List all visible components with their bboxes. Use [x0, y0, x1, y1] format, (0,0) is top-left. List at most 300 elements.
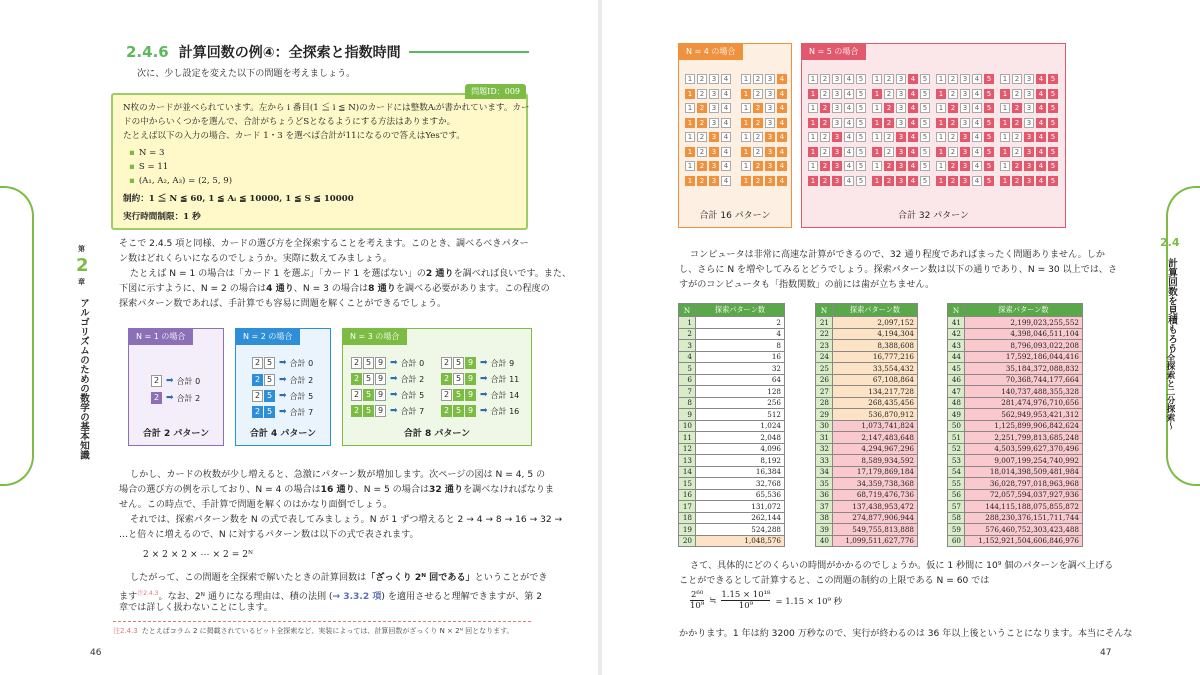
card: 1	[936, 132, 946, 142]
card: 1	[936, 103, 946, 113]
cell-patterns: 34,359,738,368	[833, 478, 918, 490]
table-row	[679, 340, 785, 352]
card: 4	[721, 89, 731, 99]
card: 3	[960, 161, 970, 171]
table-row	[679, 489, 785, 501]
card: 1	[808, 89, 818, 99]
card: 3	[960, 118, 970, 128]
cell-n: 24	[816, 351, 833, 363]
table-row	[816, 455, 918, 467]
card: 3	[896, 74, 906, 84]
card: 2	[884, 161, 894, 171]
card: 1	[872, 176, 882, 186]
card: 3	[896, 176, 906, 186]
card: 4	[908, 161, 918, 171]
card: 4	[721, 147, 731, 157]
card: 1	[872, 118, 882, 128]
table-row	[948, 420, 1083, 432]
cell-patterns: 536,870,912	[833, 409, 918, 421]
cell-patterns: 144,115,188,075,855,872	[965, 501, 1083, 513]
card: 2	[948, 118, 958, 128]
pattern-row	[741, 132, 787, 142]
card: 1	[1000, 176, 1010, 186]
table-row	[816, 317, 918, 329]
card: 5	[984, 89, 994, 99]
card: 4	[777, 74, 787, 84]
section-tab-number: 2.4	[1160, 236, 1180, 249]
card: 2	[753, 176, 763, 186]
card: 4	[972, 74, 982, 84]
pattern-row	[808, 89, 866, 99]
paragraph-line: そこで 2.4.5 項と同様、カードの選び方を全探索することを考えます。このとき、調べるべきパター	[119, 239, 529, 249]
intro-text: 次に、少し設定を変えた以下の問題を考えましょう。	[137, 69, 356, 79]
cell-patterns: 2,097,152	[833, 317, 918, 329]
eq-num: 1.15 × 10¹⁸	[721, 590, 771, 600]
card: 4	[1036, 89, 1046, 99]
pattern-row	[872, 161, 930, 171]
card: 3	[832, 176, 842, 186]
pattern-row	[441, 373, 519, 385]
card: 5	[264, 357, 275, 369]
card: 5	[856, 89, 866, 99]
card: 5	[363, 405, 374, 417]
table-row	[948, 317, 1083, 329]
paragraph-line: したがって、この問題を全探索で解いたときの計算回数は「ざっくり 2ᴺ 回である」ということができ	[130, 573, 548, 583]
card: 3	[1024, 118, 1034, 128]
pattern-row	[872, 89, 930, 99]
pattern-row	[685, 74, 731, 84]
pattern-row	[936, 118, 994, 128]
card: 3	[765, 147, 775, 157]
card: 5	[984, 74, 994, 84]
card: 5	[856, 118, 866, 128]
pattern-sum: 合計 7	[400, 406, 425, 416]
cell-n: 58	[948, 512, 965, 524]
card: 5	[453, 357, 464, 369]
pattern-row	[936, 74, 994, 84]
card: 3	[960, 132, 970, 142]
card: 5	[1048, 132, 1058, 142]
card: 1	[741, 74, 751, 84]
cell-n: 34	[816, 466, 833, 478]
card: 3	[832, 161, 842, 171]
card: 5	[1048, 103, 1058, 113]
cell-patterns: 549,755,813,888	[833, 524, 918, 536]
pattern-row	[1000, 132, 1058, 142]
card: 4	[721, 161, 731, 171]
pattern-row	[685, 103, 731, 113]
footnote-ref[interactable]: 注2.4.3	[137, 590, 159, 597]
table-row	[816, 535, 918, 547]
card: 3	[960, 176, 970, 186]
card: 1	[685, 103, 695, 113]
card: 2	[820, 103, 830, 113]
table-row	[948, 455, 1083, 467]
card: 3	[709, 118, 719, 128]
paragraph-line: ン数はどれくらいになるのでしょうか。実際に数えてみましょう。	[119, 254, 392, 264]
table-row	[679, 328, 785, 340]
card: 1	[1000, 147, 1010, 157]
card: 4	[1036, 176, 1046, 186]
cell-n: 57	[948, 501, 965, 513]
cell-n: 16	[679, 489, 696, 501]
card: 1	[936, 161, 946, 171]
card: 2	[151, 392, 162, 404]
card: 5	[984, 176, 994, 186]
table-row	[679, 512, 785, 524]
pattern-row	[1000, 89, 1058, 99]
cell-patterns: 17,592,186,044,416	[965, 351, 1083, 363]
card: 2	[351, 357, 362, 369]
table-row	[679, 317, 785, 329]
cell-n: 26	[816, 374, 833, 386]
pattern-row	[872, 147, 930, 157]
table-row	[948, 374, 1083, 386]
card: 3	[960, 89, 970, 99]
cell-patterns: 35,184,372,088,832	[965, 363, 1083, 375]
card: 1	[808, 118, 818, 128]
card: 4	[972, 176, 982, 186]
table-row	[816, 351, 918, 363]
card: 5	[363, 373, 374, 385]
cell-patterns: 1,125,899,906,842,624	[965, 420, 1083, 432]
card: 1	[1000, 118, 1010, 128]
arrow-icon: ➡	[390, 406, 398, 416]
page-number: 47	[1100, 648, 1112, 658]
cell-patterns: 32	[696, 363, 785, 375]
cell-n: 33	[816, 455, 833, 467]
card: 2	[1012, 103, 1022, 113]
table-row	[816, 501, 918, 513]
card: 3	[896, 103, 906, 113]
pattern-row	[872, 74, 930, 84]
card: 4	[972, 118, 982, 128]
card: 5	[453, 389, 464, 401]
card: 3	[896, 89, 906, 99]
pattern-sum: 合計 0	[289, 358, 314, 368]
paragraph-line: さて、具体的にどのくらいの時間がかかるのでしょうか。仮に 1 秒間に 10⁹ 個のパターンを調べ上げる	[690, 561, 1114, 571]
card: 4	[972, 103, 982, 113]
table-row	[816, 524, 918, 536]
card: 2	[948, 103, 958, 113]
card: 1	[808, 74, 818, 84]
card: 2	[820, 118, 830, 128]
cell-n: 60	[948, 535, 965, 547]
pattern-sum: 合計 2	[289, 375, 314, 385]
cell-n: 36	[816, 489, 833, 501]
cell-n: 35	[816, 478, 833, 490]
card: 2	[948, 132, 958, 142]
pattern-sum: 合計 5	[289, 391, 314, 401]
card: 2	[1012, 132, 1022, 142]
card: 4	[972, 147, 982, 157]
card: 2	[753, 118, 763, 128]
cell-patterns: 288,230,376,151,711,744	[965, 512, 1083, 524]
cell-patterns: 8,796,093,022,208	[965, 340, 1083, 352]
cell-n: 38	[816, 512, 833, 524]
card: 5	[856, 161, 866, 171]
pattern-row	[808, 147, 866, 157]
card: 1	[936, 89, 946, 99]
cell-n: 17	[679, 501, 696, 513]
card: 2	[441, 389, 452, 401]
card: 4	[721, 118, 731, 128]
arrow-icon: ➡	[480, 390, 488, 400]
card: 3	[1024, 176, 1034, 186]
card: 5	[856, 132, 866, 142]
cell-patterns: 67,108,864	[833, 374, 918, 386]
card: 2	[884, 147, 894, 157]
bullet-text: N = 3	[138, 148, 165, 158]
card: 4	[908, 89, 918, 99]
card: 5	[264, 406, 275, 418]
paragraph-line: ことができるとして計算すると、この問題の制約の上限である N = 60 では	[679, 576, 990, 586]
formula: 2 × 2 × 2 × ⋯ × 2 = 2ᴺ	[143, 550, 254, 560]
cell-n: 46	[948, 374, 965, 386]
card: 3	[709, 161, 719, 171]
pattern-row	[872, 132, 930, 142]
figure-label: N = 2 の場合	[235, 328, 300, 345]
card: 1	[741, 103, 751, 113]
card: 4	[777, 118, 787, 128]
card: 2	[1012, 89, 1022, 99]
pattern-row	[1000, 118, 1058, 128]
cell-patterns: 274,877,906,944	[833, 512, 918, 524]
card: 1	[872, 161, 882, 171]
right-page	[602, 0, 1200, 675]
card: 2	[252, 390, 263, 402]
col-header-n: N	[679, 304, 696, 317]
page-number: 46	[90, 648, 102, 658]
cell-patterns: 64	[696, 374, 785, 386]
cell-n: 31	[816, 432, 833, 444]
cell-patterns: 1,048,576	[696, 535, 785, 547]
col-header-patterns: 探索パターン数	[833, 304, 918, 317]
table-row	[948, 524, 1083, 536]
cell-patterns: 1,099,511,627,776	[833, 535, 918, 547]
cell-n: 40	[816, 535, 833, 547]
card: 9	[375, 373, 386, 385]
table-row	[679, 466, 785, 478]
card: 3	[1024, 103, 1034, 113]
card: 3	[765, 89, 775, 99]
card: 4	[721, 132, 731, 142]
pattern-row	[936, 147, 994, 157]
card: 9	[375, 357, 386, 369]
eq-den: 10⁹	[721, 600, 770, 611]
table-row	[816, 409, 918, 421]
figure-n4	[678, 43, 792, 228]
card: 2	[884, 74, 894, 84]
cross-reference-link[interactable]: → 3.3.2 項	[332, 592, 382, 603]
footnote-label: 注2.4.3	[113, 627, 138, 635]
pattern-row	[351, 357, 424, 369]
pattern-table-3	[947, 303, 1083, 547]
card: 2	[948, 161, 958, 171]
card: 5	[1048, 118, 1058, 128]
cell-n: 29	[816, 409, 833, 421]
table-row	[816, 374, 918, 386]
card: 1	[872, 89, 882, 99]
cell-n: 54	[948, 466, 965, 478]
cell-patterns: 4,294,967,296	[833, 443, 918, 455]
cell-patterns: 281,474,976,710,656	[965, 397, 1083, 409]
card: 1	[741, 176, 751, 186]
card: 1	[936, 118, 946, 128]
card: 5	[856, 103, 866, 113]
cell-n: 11	[679, 432, 696, 444]
section-number: 2.4.6	[126, 43, 169, 61]
card: 2	[753, 74, 763, 84]
pattern-row	[685, 89, 731, 99]
cell-n: 56	[948, 489, 965, 501]
eq-fraction	[721, 590, 770, 611]
card: 3	[765, 161, 775, 171]
cell-patterns: 32,768	[696, 478, 785, 490]
card: 2	[1012, 118, 1022, 128]
card: 1	[741, 147, 751, 157]
pattern-row	[1000, 103, 1058, 113]
cell-patterns: 576,460,752,303,423,488	[965, 524, 1083, 536]
cell-patterns: 1,152,921,504,606,846,976	[965, 535, 1083, 547]
cell-patterns: 1,024	[696, 420, 785, 432]
pattern-row	[441, 405, 519, 417]
cell-n: 21	[816, 317, 833, 329]
cell-patterns: 262,144	[696, 512, 785, 524]
problem-bullet: ▪ S = 11	[129, 162, 169, 172]
card: 4	[844, 132, 854, 142]
pattern-sum: 合計 11	[490, 374, 520, 384]
cell-n: 13	[679, 455, 696, 467]
card: 1	[872, 103, 882, 113]
card: 9	[465, 357, 476, 369]
table-row	[679, 374, 785, 386]
card: 3	[709, 89, 719, 99]
paragraph-line: 下図に示すように、N = 2 の場合は4 通り、N = 3 の場合は8 通りを調べる必要があります。この程度の	[119, 284, 550, 294]
pattern-row	[936, 89, 994, 99]
card: 5	[920, 89, 930, 99]
cell-n: 2	[679, 328, 696, 340]
left-page	[0, 0, 598, 675]
card: 5	[984, 161, 994, 171]
card: 4	[844, 147, 854, 157]
card: 3	[896, 132, 906, 142]
card: 1	[808, 176, 818, 186]
card: 2	[252, 374, 263, 386]
card: 3	[709, 74, 719, 84]
cell-n: 6	[679, 374, 696, 386]
cell-n: 37	[816, 501, 833, 513]
pattern-sum: 合計 2	[400, 374, 425, 384]
cell-n: 3	[679, 340, 696, 352]
pattern-sum: 合計 2	[176, 393, 201, 403]
card: 1	[741, 118, 751, 128]
pattern-row	[741, 118, 787, 128]
cell-patterns: 8,589,934,592	[833, 455, 918, 467]
card: 5	[363, 357, 374, 369]
card: 2	[753, 147, 763, 157]
cell-n: 39	[816, 524, 833, 536]
table-row	[948, 351, 1083, 363]
card: 2	[884, 176, 894, 186]
card: 1	[808, 147, 818, 157]
cell-n: 28	[816, 397, 833, 409]
card: 5	[984, 132, 994, 142]
table-row	[816, 432, 918, 444]
problem-constraint: 制約：1 ≦ N ≦ 60, 1 ≦ Aᵢ ≦ 10000, 1 ≦ S ≦ 10000	[123, 194, 354, 204]
cell-patterns: 70,368,744,177,664	[965, 374, 1083, 386]
table-row	[679, 501, 785, 513]
cell-patterns: 16,384	[696, 466, 785, 478]
card: 3	[1024, 161, 1034, 171]
eq-den: 10⁹	[690, 601, 705, 611]
pattern-row	[741, 176, 787, 186]
card: 3	[832, 103, 842, 113]
card: 3	[765, 132, 775, 142]
card: 1	[936, 147, 946, 157]
figure-n2	[235, 328, 331, 446]
cell-n: 47	[948, 386, 965, 398]
card: 9	[375, 389, 386, 401]
cell-n: 7	[679, 386, 696, 398]
card: 2	[151, 375, 162, 387]
col-header-n: N	[948, 304, 965, 317]
card: 2	[884, 132, 894, 142]
pattern-row	[936, 132, 994, 142]
bullet-text: (A₁, A₂, A₃) = (2, 5, 9)	[138, 176, 233, 186]
table-row	[948, 363, 1083, 375]
arrow-icon: ➡	[480, 374, 488, 384]
card: 4	[1036, 103, 1046, 113]
table-row	[948, 386, 1083, 398]
table-row	[679, 397, 785, 409]
chapter-number: 2	[76, 255, 89, 276]
pattern-row	[741, 161, 787, 171]
card: 1	[1000, 132, 1010, 142]
table-row	[679, 420, 785, 432]
arrow-icon: ➡	[390, 374, 398, 384]
card: 4	[972, 161, 982, 171]
card: 5	[264, 374, 275, 386]
chapter-title: アルゴリズムのための数学の基本知識	[78, 298, 89, 460]
cell-n: 1	[679, 317, 696, 329]
card: 1	[685, 132, 695, 142]
card: 2	[351, 373, 362, 385]
paragraph-line: しかし、カードの枚数が少し増えると、急激にパターン数が増加します。次ページの図は N = 4, 5 の	[130, 470, 546, 480]
card: 3	[1024, 147, 1034, 157]
table-row	[679, 351, 785, 363]
pattern-row: 2 ➡ 合計 0	[151, 375, 200, 387]
card: 5	[453, 405, 464, 417]
cell-patterns: 2,147,483,648	[833, 432, 918, 444]
cell-n: 12	[679, 443, 696, 455]
paragraph-line: し、さらに N を増やしてみるとどうでしょう。探索パターン数は以下の通りであり、N = 30 以上では、さ	[679, 265, 1118, 275]
card: 5	[264, 390, 275, 402]
title-rule	[409, 51, 529, 53]
card: 2	[1012, 74, 1022, 84]
card: 1	[685, 118, 695, 128]
equation	[690, 590, 842, 611]
card: 2	[1012, 176, 1022, 186]
figure-footer: 合計 2 パターン	[142, 429, 210, 439]
chapter-label-top: 第	[78, 245, 85, 253]
card: 3	[765, 118, 775, 128]
card: 5	[920, 161, 930, 171]
cell-n: 9	[679, 409, 696, 421]
card: 2	[948, 147, 958, 157]
cell-patterns: 134,217,728	[833, 386, 918, 398]
card: 2	[820, 176, 830, 186]
